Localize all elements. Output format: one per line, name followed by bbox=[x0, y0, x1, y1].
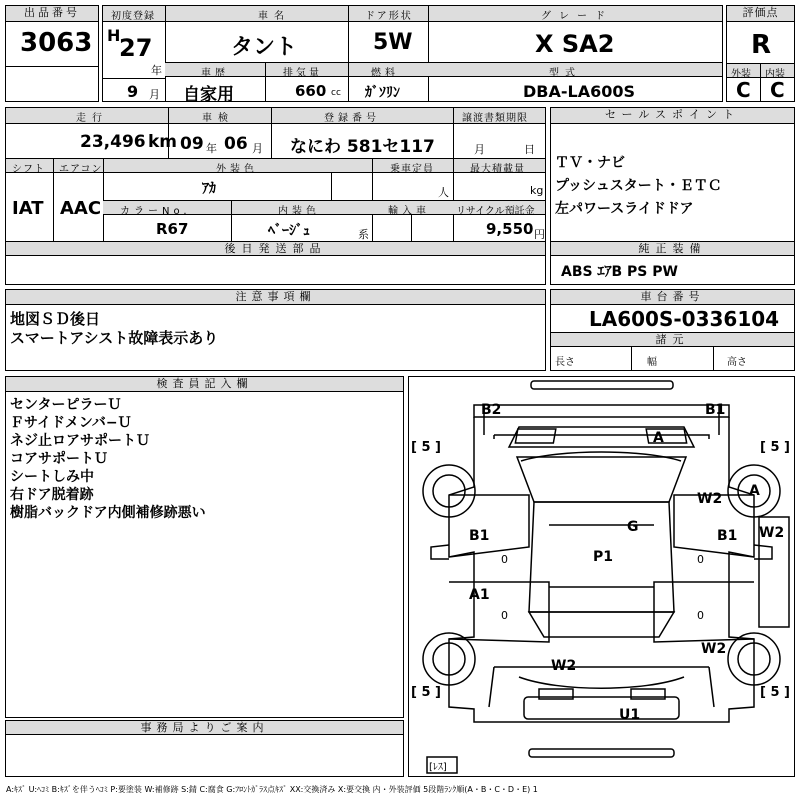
mark-b1-left: B1 bbox=[469, 528, 490, 544]
chassis-box bbox=[550, 289, 795, 371]
spare-label: [ﾚｽ] bbox=[429, 762, 447, 773]
office-label: 事務局よりご案内 bbox=[6, 721, 403, 735]
fuel: ｶﾞｿﾘﾝ bbox=[365, 85, 400, 101]
mark-b1-top: B1 bbox=[705, 402, 726, 418]
mark-zero-2: 0 bbox=[697, 553, 704, 566]
car-history: 自家用 bbox=[183, 85, 234, 105]
height-label: 高さ bbox=[727, 357, 747, 368]
reg-month-unit: 月 bbox=[149, 88, 160, 101]
note-line-2: スマートアシスト故障表示あり bbox=[10, 329, 219, 347]
mileage-unit: km bbox=[148, 132, 178, 152]
notes-label: 注意事項欄 bbox=[6, 290, 545, 305]
capacity-unit: 人 bbox=[438, 186, 449, 199]
score-label: 評価点 bbox=[727, 6, 794, 22]
capacity-label: 乗車定員 bbox=[390, 164, 434, 175]
mark-a-front-right: A bbox=[749, 483, 760, 499]
tire-front-left: [ 5 ] bbox=[411, 440, 441, 455]
inspector-line-7: 樹脂バックドア内側補修跡悪い bbox=[10, 505, 206, 521]
load-unit: kg bbox=[530, 184, 544, 197]
inspector-line-4: コアサポートＵ bbox=[10, 451, 108, 467]
shift-label: シフト bbox=[12, 164, 45, 175]
mark-w2-rear-left: W2 bbox=[551, 658, 577, 674]
mark-w2-front: W2 bbox=[697, 491, 723, 507]
displacement: 660 bbox=[295, 82, 327, 100]
inspector-label: 検査員記入欄 bbox=[6, 377, 403, 392]
lot-number: 3063 bbox=[20, 28, 93, 58]
sales-point-label: セールスポイント bbox=[551, 108, 794, 124]
mark-b1-right: B1 bbox=[717, 528, 738, 544]
note-line-1: 地図ＳＤ後日 bbox=[10, 310, 101, 328]
tire-front-right: [ 5 ] bbox=[760, 440, 790, 455]
recycle-unit: 円 bbox=[534, 228, 545, 241]
later-parts-label: 後日発送部品 bbox=[6, 242, 545, 256]
first-reg-label: 初度登録 bbox=[111, 11, 155, 22]
transfer-day-unit: 日 bbox=[524, 143, 535, 156]
interior-color: ﾍﾞｰｼﾞｭ bbox=[268, 223, 310, 239]
mark-w2-right-side: W2 bbox=[759, 525, 785, 541]
inspection-year: 09 bbox=[180, 134, 204, 154]
sales-point-line-3: 左パワースライドドア bbox=[555, 201, 694, 217]
shift: IAT bbox=[12, 198, 44, 219]
reg-year-unit: 年 bbox=[151, 64, 162, 77]
color-label: 外装色 bbox=[216, 164, 258, 175]
mark-zero-1: 0 bbox=[501, 553, 508, 566]
door-label: ドア形状 bbox=[365, 11, 413, 22]
mark-p1: P1 bbox=[593, 549, 614, 565]
fuel-label: 燃料 bbox=[371, 68, 399, 79]
exterior-color: ｱｶ bbox=[202, 181, 216, 197]
notes-box bbox=[5, 289, 546, 371]
model-label: 型式 bbox=[549, 68, 581, 79]
interior-color-label: 内装色 bbox=[278, 206, 320, 217]
inspector-line-2: Ｆサイドメンバ−Ｕ bbox=[10, 415, 132, 431]
mark-zero-4: 0 bbox=[697, 609, 704, 622]
reg-month: 9 bbox=[127, 82, 139, 101]
displacement-unit: cc bbox=[331, 88, 341, 98]
mark-zero-3: 0 bbox=[501, 609, 508, 622]
mark-g: G bbox=[627, 519, 639, 535]
grade-label: グレード bbox=[541, 11, 613, 22]
inspection-month: 06 bbox=[224, 134, 248, 154]
inspector-line-3: ネジ止ロアサポートＵ bbox=[10, 433, 150, 449]
inspector-line-5: シートしみ中 bbox=[10, 469, 94, 485]
reg-year: 27 bbox=[119, 34, 153, 62]
interior-score: C bbox=[770, 78, 785, 102]
legend: A:ｷｽﾞ U:ﾍｺﾐ B:ｷｽﾞを伴うﾍｺﾐ P:要塗装 W:補修跡 S:錆 C:腐食 G:ﾌﾛﾝﾄｶﾞﾗｽ点ｷｽﾞ XX:交換済み X:要交換 内・外装評価 5段階ﾗﾝｸ順(A・B・C・D・E) 1 bbox=[6, 785, 538, 794]
tire-rear-right: [ 5 ] bbox=[760, 685, 790, 700]
mileage: 23,496 bbox=[80, 132, 146, 152]
inspector-line-1: センターピラーＵ bbox=[10, 397, 122, 413]
mileage-label: 走行 bbox=[76, 113, 108, 124]
sales-point-line-2: プッシュスタート・ＥＴＣ bbox=[555, 178, 722, 194]
chassis-number: LA600S-0336104 bbox=[589, 307, 780, 331]
mark-u1: U1 bbox=[619, 707, 641, 723]
recycle-fee: 9,550 bbox=[486, 220, 534, 238]
office-box bbox=[5, 720, 404, 777]
sales-point-line-1: ＴＶ・ナビ bbox=[555, 155, 625, 171]
mark-a-windshield: A bbox=[653, 430, 664, 446]
registration-plate: なにわ 581セ117 bbox=[290, 137, 435, 157]
grade: X SA2 bbox=[535, 30, 615, 58]
door-type: 5W bbox=[373, 30, 413, 55]
vehicle-detail-box bbox=[5, 107, 546, 285]
import-label: 輸入車 bbox=[388, 206, 430, 217]
car-name-label: 車名 bbox=[258, 11, 290, 22]
inspection-label: 車検 bbox=[202, 113, 234, 124]
specs-label: 諸元 bbox=[551, 333, 794, 347]
displacement-label: 排気量 bbox=[283, 68, 322, 79]
transfer-label: 譲渡書類期限 bbox=[462, 113, 528, 124]
equipment: ABS ｴｱB PS PW bbox=[561, 264, 678, 280]
air-conditioner: AAC bbox=[60, 198, 102, 219]
color-number: R67 bbox=[156, 220, 189, 238]
ac-label: エアコン bbox=[59, 164, 103, 175]
tire-rear-left: [ 5 ] bbox=[411, 685, 441, 700]
car-outline-svg bbox=[409, 377, 794, 776]
lot-number-box bbox=[5, 5, 99, 102]
inspection-year-unit: 年 bbox=[206, 142, 217, 155]
exterior-label: 外装 bbox=[731, 69, 751, 80]
mark-b2: B2 bbox=[481, 402, 502, 418]
color-no-label: カラーNo. bbox=[120, 206, 191, 217]
inspector-box bbox=[5, 376, 404, 718]
width-label: 幅 bbox=[647, 357, 657, 368]
era: H bbox=[107, 26, 121, 45]
history-label: 車歴 bbox=[201, 68, 229, 79]
score-box bbox=[726, 5, 795, 102]
car-name: タント bbox=[231, 35, 298, 60]
model-code: DBA-LA600S bbox=[523, 82, 635, 101]
equipment-label: 純正装備 bbox=[551, 242, 794, 256]
chassis-label: 車台番号 bbox=[551, 290, 794, 305]
exterior-score: C bbox=[736, 78, 751, 102]
mark-w2-rear-right: W2 bbox=[701, 641, 727, 657]
lot-number-label: 出品番号 bbox=[6, 6, 98, 22]
plate-label: 登録番号 bbox=[324, 113, 380, 124]
interior-color-unit: 系 bbox=[358, 228, 369, 241]
recycle-label: リサイクル預託金 bbox=[456, 206, 535, 217]
inspection-month-unit: 月 bbox=[252, 142, 263, 155]
damage-diagram bbox=[408, 376, 795, 777]
transfer-month-unit: 月 bbox=[474, 143, 485, 156]
load-label: 最大積載量 bbox=[470, 164, 525, 175]
main-info-box bbox=[102, 5, 723, 105]
inspector-line-6: 右ドア脱着跡 bbox=[10, 487, 94, 503]
length-label: 長さ bbox=[555, 357, 575, 368]
interior-label: 内装 bbox=[765, 69, 785, 80]
score: R bbox=[751, 30, 772, 60]
mark-a1: A1 bbox=[469, 587, 490, 603]
sales-point-box bbox=[550, 107, 795, 285]
